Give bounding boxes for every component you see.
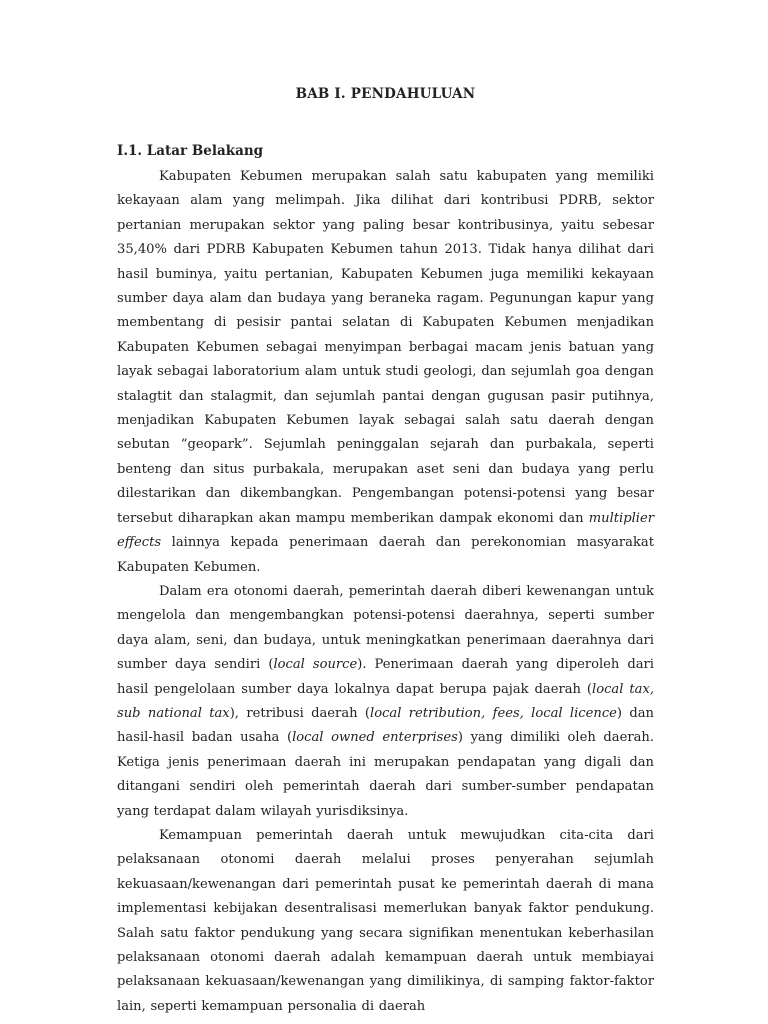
text-run: Kabupaten Kebumen merupakan salah satu kabupaten yang memiliki kekayaan alam yang melimpah. Jika dilihat dari kontribusi PDRB, sektor pertanian merupakan sektor yang paling besar kontribusinya, yaitu sebesar 35,40% dari PDRB Kabupaten Kebumen tahun 2013. Tidak hanya dilihat dari hasil buminya, yaitu pertanian, Kabupaten Kebumen juga memiliki kekayaan sumber daya alam dan budaya yang beraneka ragam. Pegunungan kapur yang membentang di pesisir pantai selatan di Kabupaten Kebumen menjadikan Kabupaten Kebumen sebagai menyimpan berbagai macam jenis batuan yang layak sebagai laboratorium alam untuk studi geologi, dan sejumlah goa dengan stalagtit dan stalagmit, dan sejumlah pantai dengan gugusan pasir putihnya, menjadikan Kabupaten Kebumen layak sebagai salah satu daerah dengan sebutan “geopark”. Sejumlah peninggalan sejarah dan purbakala, seperti benteng dan situs purbakala, merupakan aset seni dan budaya yang perlu dilestarikan dan dikembangkan. Pengembangan potensi-potensi yang besar tersebut diharapkan akan mampu memberikan dampak ekonomi dan — [117, 169, 654, 526]
italic-term: local tax, sub national tax — [117, 681, 654, 721]
text-run: Dalam era otonomi daerah, pemerintah daerah diberi kewenangan untuk mengelola dan mengembangkan potensi-potensi daerahnya, seperti sumber daya alam, seni, dan budaya, untuk meningkatkan penerimaan daerahnya dari sumber daya sendiri ( — [117, 583, 654, 673]
text-run: ) dan hasil-hasil badan usaha ( — [117, 705, 654, 746]
paragraph — [117, 824, 654, 1019]
italic-term: local retribution, fees, local licence — [370, 705, 617, 721]
section-title: I.1. Latar Belakang — [117, 143, 264, 159]
paragraph — [117, 165, 654, 580]
text-run: ), retribusi daerah ( — [229, 705, 371, 721]
text-run: ). Penerimaan daerah yang diperoleh dari hasil pengelolaan sumber daya lokalnya dapat berupa pajak daerah ( — [117, 657, 654, 697]
italic-term: local owned enterprises — [292, 730, 458, 746]
paragraph — [117, 580, 654, 824]
italic-term: local source — [273, 657, 358, 673]
chapter-title: BAB I. PENDAHULUAN — [295, 86, 476, 102]
text-run: Kemampuan pemerintah daerah untuk mewujudkan cita-cita dari pelaksanaan otonomi daerah melalui proses penyerahan sejumlah kekuasaan/kewenangan dari pemerintah pusat ke pemerintah daerah di mana implementasi kebijakan desentralisasi memerlukan banyak faktor pendukung. Salah satu faktor pendukung yang secara signifikan menentukan keberhasilan pelaksanaan otonomi daerah adalah kemampuan daerah untuk membiayai pelaksanaan kekuasaan/kewenangan yang dimilikinya, di samping faktor-faktor lain, seperti kemampuan personalia di daerah — [117, 827, 654, 1014]
italic-term: multiplier effects — [117, 510, 654, 551]
text-run: lainnya kepada penerimaan daerah dan perekonomian masyarakat Kabupaten Kebumen. — [117, 535, 654, 575]
text-run: ) yang dimiliki oleh daerah. Ketiga jenis penerimaan daerah ini merupakan pendapatan yang digali dan ditangani sendiri oleh pemerintah daerah dari sumber-sumber pendapatan yang terdapat dalam wilayah yurisdiksinya. — [117, 730, 654, 819]
